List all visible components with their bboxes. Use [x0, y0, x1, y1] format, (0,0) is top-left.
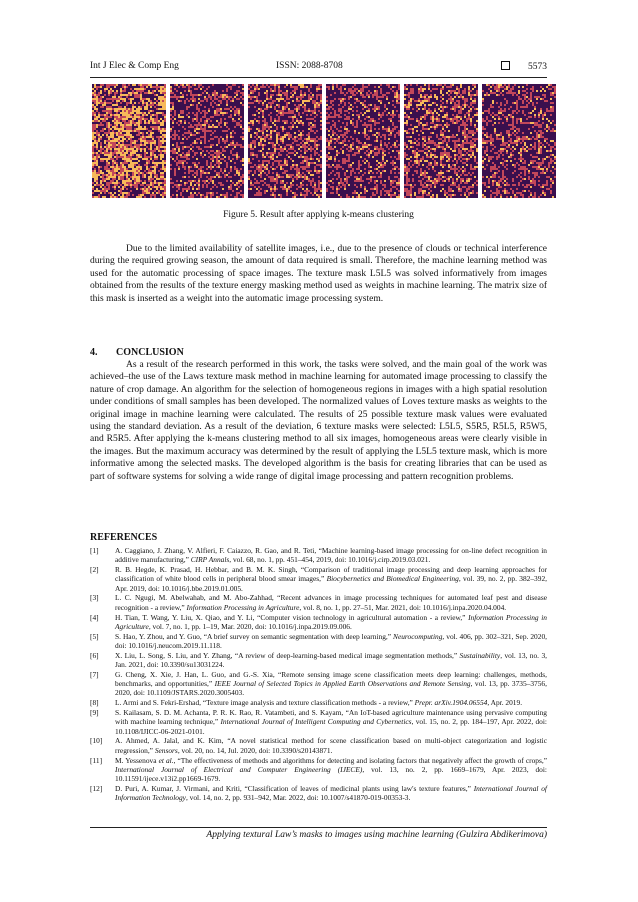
section-title: CONCLUSION [116, 347, 184, 358]
figure-panel-2 [170, 84, 244, 198]
figure-5 [92, 84, 550, 198]
reference-item [90, 698, 547, 707]
reference-item [90, 565, 547, 593]
reference-item [90, 651, 547, 670]
reference-venue: International Journal of Electrical and Computer Engineering (IJECE) [115, 764, 363, 774]
reference-text: M. Yessenova [115, 755, 159, 765]
reference-venue: IEEE Journal of Selected Topics in Applied Earth Observations and Remote Sensing [214, 679, 471, 689]
references-title: REFERENCES [90, 532, 158, 543]
reference-list [90, 546, 547, 803]
header-rule [90, 77, 547, 78]
reference-text: H. Tian, T. Wang, Y. Liu, X. Qiao, and Y. Li, “Computer vision technology in agricultural automation - a review,” [115, 612, 469, 622]
reference-number: [9] [90, 708, 99, 718]
reference-number: [4] [90, 612, 99, 622]
reference-text: , vol. 39, no. 2, pp. 382–392, Apr. 2019, doi: 10.1016/j.bbe.2019.01.005. [115, 574, 547, 593]
reference-text: , vol. 13, pp. 3735–3756, 2020, doi: 10.1109/JSTARS.2020.3005403. [115, 679, 547, 698]
reference-number: [10] [90, 736, 103, 746]
reference-text: , vol. 13, no. 2, pp. 1669–1679, Apr. 2023, doi: 10.11591/ijece.v13i2.pp1669-1679. [115, 764, 547, 784]
reference-number: [11] [90, 755, 103, 765]
issn-label: ISSN: 2088-8708 [276, 61, 343, 71]
journal-name: Int J Elec & Comp Eng [90, 61, 179, 71]
reference-text: G. Cheng, X. Xie, J. Han, L. Guo, and G.-S. Xia, “Remote sensing image scene classification meets deep learning: challenges, methods, benchmarks, and opportunities,” [115, 669, 547, 689]
conclusion-paragraph: As a result of the research performed in this work, the tasks were solved, and the main goal of the work was achieved–the use of the Laws texture mask method in machine learning for automated image processing to classify the nature of crop damage. An algorithm for the selection of homogeneous regions in images with a high spatial resolution under conditions of small samples has been developed. The normalized values of Loves texture masks as weights to the original image in machine learning were calculated. The results of 25 possible texture mask values were evaluated using the standard deviation. As a result of the deviation, 6 texture masks were selected: L5L5, S5R5, R5L5, R5W5, and R5R5. After applying the k-means clustering method to all six images, homogeneous areas were clearly visible in the images. But the maximum accuracy was determined by the result of applying the L5L5 texture mask, which is more informative among the selected masks. The developed algorithm is the basis for creating libraries that can be used as part of software systems for solving a wide range of digital image processing and pattern recognition problems. [90, 360, 547, 482]
reference-text: S. Hao, Y. Zhou, and Y. Guo, “A brief survey on semantic segmentation with deep learning,” [115, 631, 394, 641]
reference-text: , vol. 13, no. 3, Jan. 2021, doi: 10.3390/su13031224. [115, 650, 547, 670]
reference-number: [12] [90, 783, 103, 793]
reference-item [90, 756, 547, 784]
body-paragraph-1: Due to the limited availability of satellite images, i.e., due to the presence of clouds or technical interference during the required growing season, the amount of data required is small. Therefore, the machine learning method was used for the automatic processing of space images. The texture mask L5L5 was solved informatively from images obtained from the results of the texture energy masking method used as weights in machine learning. The matrix size of this mask is inserted as a weight into the automatic image processing system. [90, 244, 547, 304]
running-header [90, 61, 547, 75]
reference-text: R. B. Hegde, K. Prasad, H. Hebbar, and B. M. K. Singh, “Comparison of traditional image processing and deep learning approaches for classification of white blood cells in peripheral blood smear images,” [115, 565, 547, 584]
reference-text: L. C. Ngugi, M. Abelwahab, and M. Abo-Zahhad, “Recent advances in image processing techniques for automated leaf pest and disease recognition - a review,” [115, 593, 547, 612]
reference-item [90, 632, 547, 651]
reference-venue: Biocybernetics and Biomedical Engineering [326, 574, 459, 584]
page-number: 5573 [528, 62, 547, 72]
page-number-area [501, 61, 547, 72]
reference-text: A. Ahmed, A. Jalal, and K. Kim, “A novel statistical method for scene classification based on multi-object categorization and logistic rregression,” [115, 736, 547, 755]
reference-number: [3] [90, 593, 99, 603]
reference-venue: International Journal of Intelligent Computing and Cybernetics [220, 717, 412, 727]
section-heading [90, 347, 184, 358]
reference-item [90, 736, 547, 755]
reference-venue: International Journal of Information Technology [115, 783, 547, 803]
reference-number: [2] [90, 565, 99, 575]
reference-number: [6] [90, 650, 99, 660]
checkbox-icon [501, 61, 510, 70]
reference-text: , vol. 14, no. 2, pp. 931–942, Mar. 2022, doi: 10.1007/s41870-019-00353-3. [185, 793, 411, 803]
reference-number: [5] [90, 631, 99, 641]
reference-text: L. Armi and S. Fekri-Ershad, “Texture image analysis and texture classification methods - a review,” [115, 698, 415, 708]
reference-text: X. Liu, L. Song, S. Liu, and Y. Zhang, “A review of deep-learning-based medical image segmentation methods,” [115, 650, 460, 660]
reference-item [90, 708, 547, 736]
reference-text: S. Kailasam, S. D. M. Achanta, P. R. K. Rao, R. Vatambeti, and S. Kayam, “An IoT-based agriculture maintenance using pervasive computing with machine learning technique,” [115, 708, 547, 727]
figure-panel-3 [248, 84, 322, 198]
reference-item [90, 784, 547, 803]
reference-text: , vol. 15, no. 2, pp. 184–197, Apr. 2022, doi: 10.1108/IJICC-06-2021-0101. [115, 717, 547, 736]
reference-text: D. Puri, A. Kumar, J. Virmani, and Kriti, “Classification of leaves of medicinal plants using law's texture features,” [115, 783, 474, 793]
reference-venue: Information Processing in Agriculture [186, 602, 300, 612]
reference-venue: CIRP Annals [190, 555, 230, 565]
reference-text: , vol. 20, no. 14, Jul. 2020, doi: 10.3390/s20143871. [177, 745, 333, 755]
section-number: 4. [90, 347, 98, 358]
reference-etal: et al. [158, 755, 174, 765]
reference-number: [7] [90, 669, 99, 679]
reference-item [90, 593, 547, 612]
reference-venue: Neurocomputing [393, 631, 443, 641]
reference-text: , vol. 68, no. 1, pp. 451–454, 2019, doi: 10.1016/j.cirp.2019.03.021. [229, 555, 431, 565]
reference-text: , vol. 8, no. 1, pp. 27–51, Mar. 2021, doi: 10.1016/j.inpa.2020.04.004. [299, 602, 507, 612]
reference-venue: Information Processing in Agriculture [115, 612, 547, 631]
figure-caption: Figure 5. Result after applying k-means clustering [223, 210, 414, 220]
reference-text: , “The effectiveness of methods and algorithms for detecting and isolating factors that negatively affect the growth of crops,” [173, 755, 548, 765]
reference-item [90, 670, 547, 698]
reference-item [90, 546, 547, 565]
footer-rule [90, 827, 547, 828]
reference-text: , vol. 7, no. 1, pp. 1–19, Mar. 2020, doi: 10.1016/j.inpa.2019.09.006. [148, 621, 352, 631]
reference-number: [8] [90, 698, 99, 708]
reference-text: , vol. 406, pp. 302–321, Sep. 2020, doi: 10.1016/j.neucom.2019.11.118. [115, 631, 547, 650]
figure-panel-1 [92, 84, 166, 198]
reference-number: [1] [90, 546, 99, 555]
reference-venue: Sensors [154, 745, 178, 755]
reference-venue: Sustainability [459, 650, 501, 660]
figure-panel-6 [482, 84, 556, 198]
figure-panel-4 [326, 84, 400, 198]
reference-text: A. Caggiano, J. Zhang, V. Alfieri, F. Caiazzo, R. Gao, and R. Teti, “Machine learning-based image processing for on-line defect recognition in additive manufacturing,” [115, 546, 547, 565]
reference-venue: Prepr. arXiv.1904.06554 [414, 698, 488, 708]
running-footer: Applying textural Law’s masks to images using machine learning (Gulzira Abdikerimova) [206, 830, 547, 840]
reference-item [90, 613, 547, 632]
figure-panel-5 [404, 84, 478, 198]
references-section [90, 532, 547, 803]
reference-text: , Apr. 2019. [487, 698, 523, 708]
